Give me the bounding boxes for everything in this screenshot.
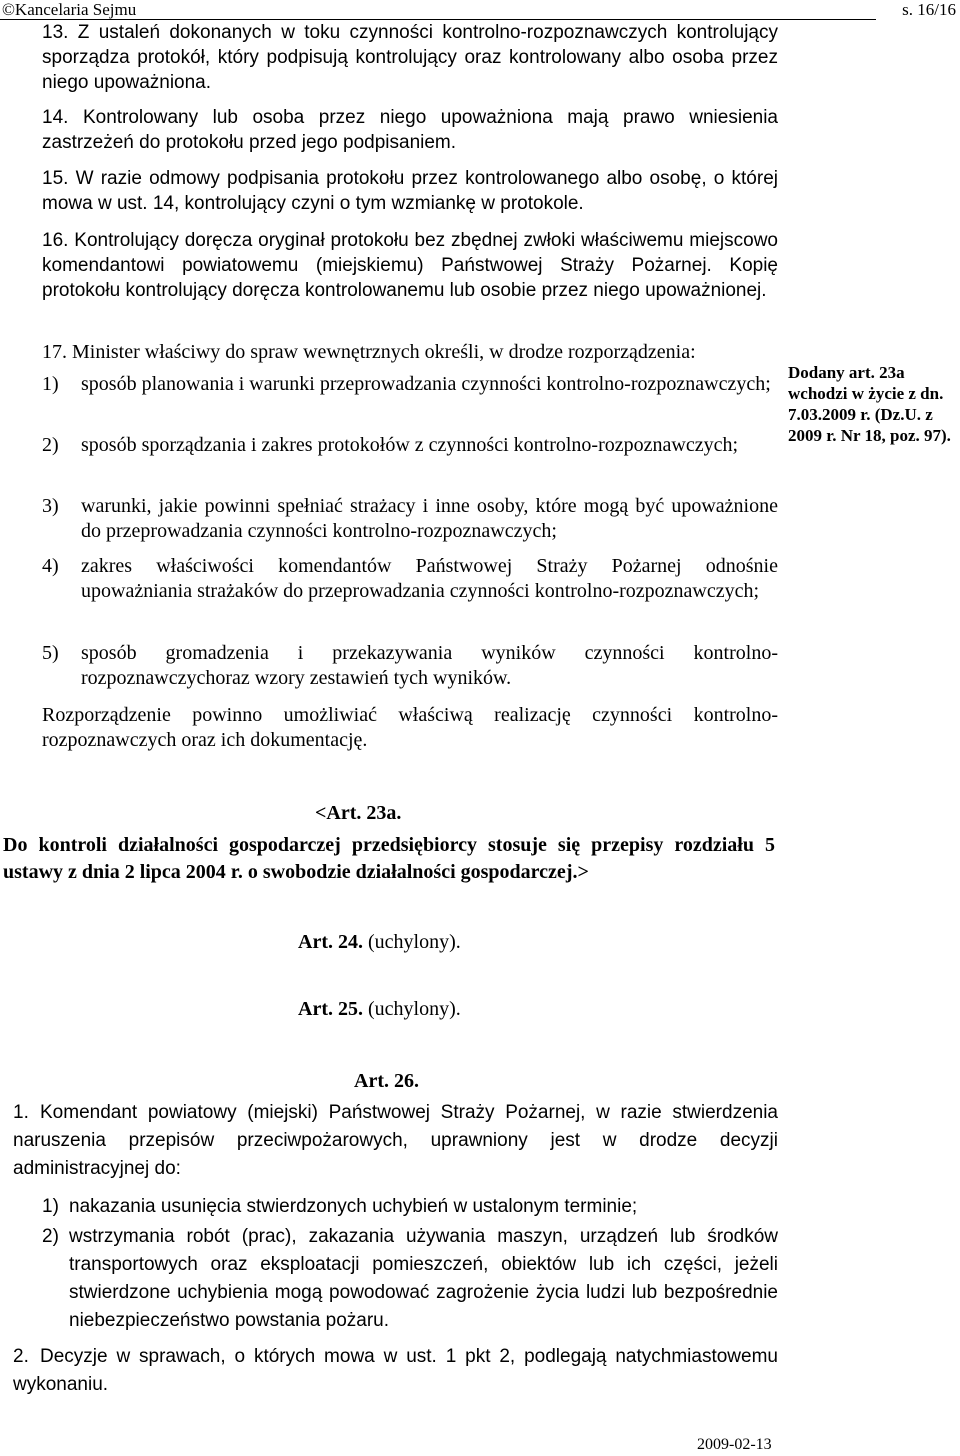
list-item-label: 1) — [42, 373, 59, 395]
list-item — [42, 1223, 778, 1335]
list-item — [42, 641, 778, 691]
paragraph-text: Minister właściwy do spraw wewnętrznych określi, w drodze rozporządzenia: — [72, 341, 696, 363]
paragraph-text: Komendant powiatowy (miejski) Państwowej Straży Pożarnej, w razie stwierdzenia naruszenia przepisów przeciwpożarowych, uprawniony jest w drodze decyzji administracyjnej do: — [13, 1102, 778, 1179]
list-item-text: sposób planowania i warunki przeprowadzania czynności kontrolno-rozpoznawczych; — [81, 373, 771, 395]
article-26-heading: Art. 26. — [354, 1070, 419, 1092]
list-item-text: warunki, jakie powinni spełniać strażacy i inne osoby, które mogą być upoważnione do przeprowadzania czynności kontrolno-rozpoznawczych; — [81, 495, 778, 542]
footer-date: 2009-02-13 — [697, 1436, 772, 1453]
paragraph-text: Decyzje w sprawach, o których mowa w ust. 1 pkt 2, podlegają natychmiastowemu wykonaniu. — [13, 1346, 778, 1395]
list-item-text: sposób sporządzania i zakres protokołów z czynności kontrolno-rozpoznawczych; — [81, 434, 739, 456]
article-26-paragraph-1 — [13, 1099, 778, 1183]
list-item-text: sposób gromadzenia i przekazywania wyników czynności kontrolno-rozpoznawczychoraz wzory zestawień tych wyników. — [81, 642, 778, 689]
paragraph-16 — [42, 228, 778, 303]
list-item — [42, 554, 778, 604]
paragraph-number: 16. — [42, 230, 69, 251]
paragraph-17 — [42, 340, 778, 365]
paragraph-text: Kontrolujący doręcza oryginał protokołu bez zbędnej zwłoki właściwemu miejscowo komendantowi powiatowemu (miejskiemu) Państwowej Straży Pożarnej. Kopię protokołu kontrolujący doręcza kontrolowanemu lub osobie przez niego upoważnionej. — [42, 230, 778, 301]
paragraph-13 — [42, 20, 778, 95]
list-item-label: 1) — [42, 1196, 59, 1217]
paragraph-number: 15. — [42, 168, 69, 189]
list-item — [42, 1193, 778, 1221]
paragraph-15 — [42, 166, 778, 216]
list-item-text: wstrzymania robót (prac), zakazania używania maszyn, urządzeń lub środków transportowych oraz eksploatacji pomieszczeń, obiektów lub ich części, jeżeli stwierdzone uchybienia mogą powodować zagrożenie życia ludzi lub bezpośrednie niebezpieczeństwo powstania pożaru. — [69, 1226, 778, 1331]
page-number: s. 16/16 — [902, 0, 956, 19]
article-26-paragraph-2 — [13, 1343, 778, 1399]
list-item-label: 2) — [42, 434, 59, 456]
paragraph-number: 17. — [42, 341, 67, 363]
paragraph-text: Z ustaleń dokonanych w toku czynności kontrolno-rozpoznawczych kontrolujący sporządza protokół, który podpisują kontrolujący oraz kontrolowany albo osoba przez niego upoważniona. — [42, 22, 778, 93]
article-23a-heading: <Art. 23a. — [315, 802, 402, 824]
article-25-status: (uchylony). — [367, 998, 461, 1020]
paragraph-text: W razie odmowy podpisania protokołu przez kontrolowanego albo osobę, o której mowa w ust. 14, kontrolujący czyni o tym wzmiankę w protokole. — [42, 168, 778, 214]
list-item — [42, 494, 778, 544]
list-item-label: 3) — [42, 495, 59, 517]
header-source: ©Kancelaria Sejmu — [2, 0, 137, 19]
list-item — [42, 372, 778, 397]
list-item — [42, 433, 778, 458]
paragraph-number: 14. — [42, 107, 69, 128]
list-item-label: 4) — [42, 555, 59, 577]
margin-note: Dodany art. 23a wchodzi w życie z dn. 7.03.2009 r. (Dz.U. z 2009 r. Nr 18, poz. 97). — [788, 363, 951, 445]
paragraph-number: 13. — [42, 22, 69, 43]
article-24 — [298, 930, 461, 955]
article-24-label: Art. 24. — [298, 931, 363, 953]
paragraph-number: 1. — [13, 1102, 29, 1123]
list-item-text: nakazania usunięcia stwierdzonych uchybień w ustalonym terminie; — [69, 1196, 638, 1217]
article-24-status: (uchylony). — [367, 931, 461, 953]
article-23a-text: Do kontroli działalności gospodarczej przedsiębiorcy stosuje się przepisy rozdziału 5 ustawy z dnia 2 lipca 2004 r. o swobodzie działalności gospodarczej.> — [3, 834, 775, 883]
paragraph-14 — [42, 105, 778, 155]
list-item-label: 2) — [42, 1226, 59, 1247]
paragraph-text: Kontrolowany lub osoba przez niego upoważniona mają prawo wniesienia zastrzeżeń do protokołu przed jego podpisaniem. — [42, 107, 778, 153]
paragraph-number: 2. — [13, 1346, 29, 1367]
article-25 — [298, 997, 461, 1022]
article-25-label: Art. 25. — [298, 998, 363, 1020]
list-item-text: zakres właściwości komendantów Państwowej Straży Pożarnej odnośnie upoważniania strażaków do przeprowadzania czynności kontrolno-rozpoznawczych; — [81, 555, 778, 602]
paragraph-17-closing: Rozporządzenie powinno umożliwiać właściwą realizację czynności kontrolno-rozpoznawczych oraz ich dokumentację. — [42, 704, 778, 751]
list-item-label: 5) — [42, 642, 59, 664]
